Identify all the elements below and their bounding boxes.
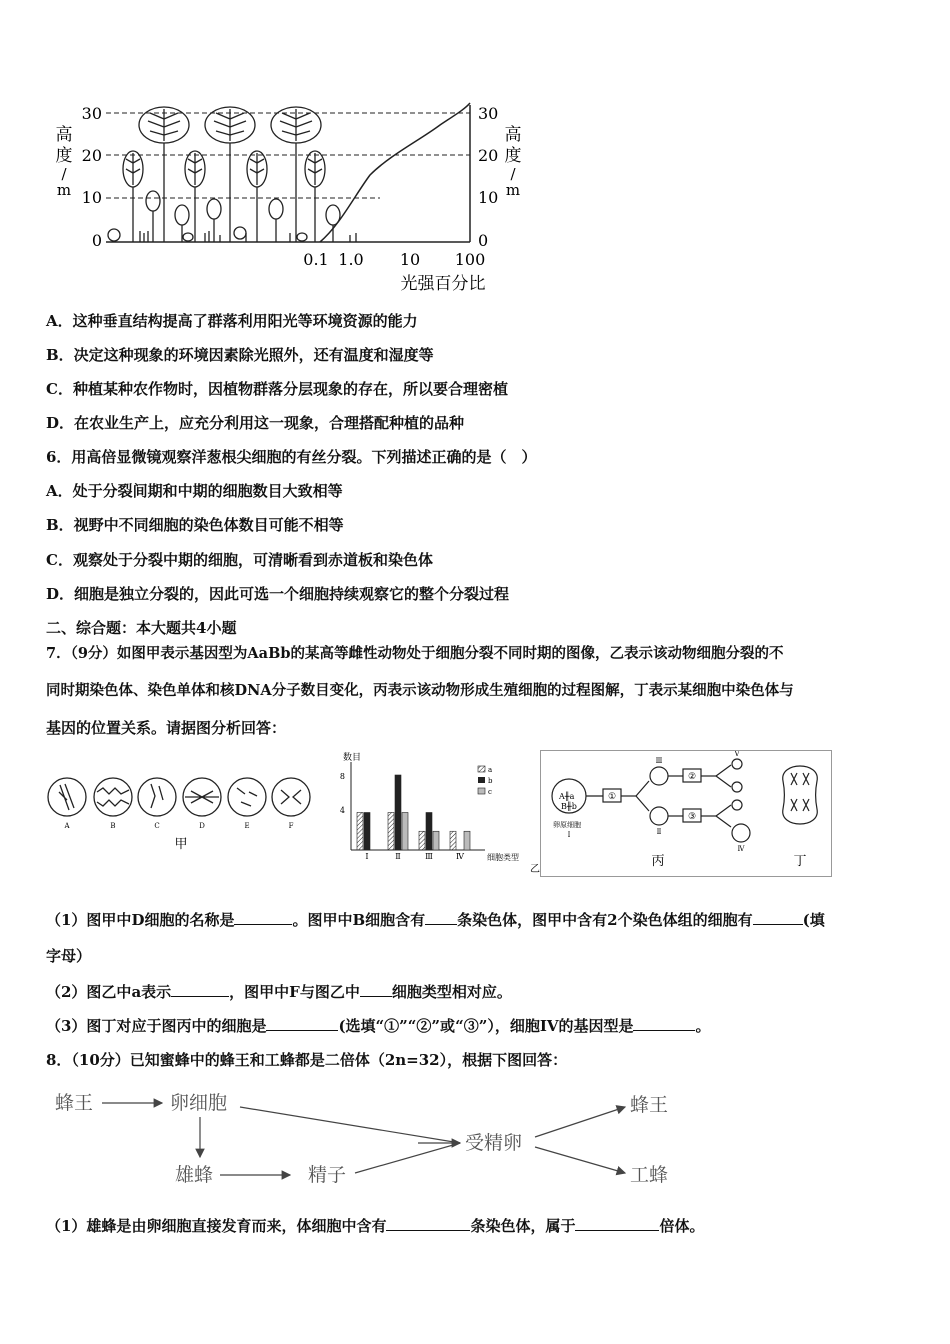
section-2-heading: 二、综合题：本大题共4小题 xyxy=(46,619,237,637)
q7-stem-line-3: 基因的位置关系。请据图分析回答： xyxy=(46,719,287,737)
light-intensity-curve xyxy=(320,103,470,242)
q7-sub1-text-b: 。图甲中B细胞含有 xyxy=(292,911,426,929)
bing-step-3: ③ xyxy=(687,812,697,822)
q7-sub3-text-a: （3）图丁对应于图丙中的细胞是 xyxy=(46,1017,267,1035)
yi-legend-swatch-a xyxy=(478,766,485,772)
right-tick-0: 0 xyxy=(478,231,489,250)
yi-legend-c: c xyxy=(488,788,492,796)
jia-cell-label-e: E xyxy=(244,822,250,830)
q5-option-c: C．种植某种农作物时，因植物群落分层现象的存在，所以要合理密植 xyxy=(46,380,508,398)
bing-genotype-b: B╫b xyxy=(561,802,577,811)
q7-sub1-blank-3[interactable] xyxy=(753,910,803,925)
yi-bar-a-3 xyxy=(419,831,425,850)
q8-stem: 8．（10分）已知蜜蜂中的蜂王和工蜂都是二倍体（2n=32），根据下图回答： xyxy=(46,1051,568,1069)
yi-category-label-2: Ⅱ xyxy=(395,852,401,861)
q6-option-b: B．视野中不同细胞的染色体数目可能不相等 xyxy=(46,516,344,534)
q7-sub1-text-c: 条染色体，图甲中含有2个染色体组的细胞有 xyxy=(457,911,753,929)
yi-category-label-3: Ⅲ xyxy=(425,852,433,861)
q8-sub1-text-b: 条染色体，属于 xyxy=(470,1217,576,1235)
bing-stage-1: Ⅰ xyxy=(567,831,571,839)
q6-stem: 6．用高倍显微镜观察洋葱根尖细胞的有丝分裂。下列描述正确的是（ ） xyxy=(46,448,537,466)
yi-legend-b: b xyxy=(488,777,493,785)
q7-sub2-text-c: 细胞类型相对应。 xyxy=(391,983,512,1001)
q7-sub3-text-c: 。 xyxy=(695,1017,711,1035)
q5-option-d: D．在农业生产上，应充分利用这一现象，合理搭配种植的品种 xyxy=(46,414,465,432)
right-axis-title-4: m xyxy=(505,181,521,199)
q7-sub3-text-b: (选填“①”“②”或“③”），细胞IV的基因型是 xyxy=(338,1017,634,1035)
vegetation-light-figure xyxy=(50,95,530,300)
bing-stage-2: Ⅱ xyxy=(656,828,662,836)
q7-sub1-text-a: （1）图甲中D细胞的名称是 xyxy=(46,911,235,929)
bing-stage-4: Ⅳ xyxy=(737,845,745,853)
figure-yi-svg xyxy=(335,750,540,875)
q8-sub1-blank-2[interactable] xyxy=(575,1216,659,1231)
q8-sub1-text-c: 倍体。 xyxy=(659,1217,705,1235)
left-tick-30: 30 xyxy=(81,104,102,123)
yi-bar-c-3 xyxy=(433,831,439,850)
yi-xlabels xyxy=(365,852,465,861)
yi-bar-b-2 xyxy=(395,775,401,850)
x-tick-1.0: 1.0 xyxy=(338,250,364,269)
left-tick-10: 10 xyxy=(81,188,102,207)
yi-ylabel: 数目 xyxy=(343,753,362,763)
q5-option-b: B．决定这种现象的环境因素除光照外，还有温度和湿度等 xyxy=(46,346,434,364)
q7-sub3-line xyxy=(46,1016,711,1036)
q8-sub1-text-a: （1）雄蜂是由卵细胞直接发育而来，体细胞中含有 xyxy=(46,1217,387,1235)
yi-xlabel: 细胞类型 xyxy=(487,853,519,862)
yi-bar-b-3 xyxy=(426,813,432,851)
x-tick-10: 10 xyxy=(399,250,421,269)
figure-jia-svg xyxy=(45,770,315,855)
yi-caption: 乙 xyxy=(530,864,540,875)
jia-cell-label-f: F xyxy=(288,822,294,830)
q7-sub1-blank-1[interactable] xyxy=(234,910,292,925)
yi-bar-a-4 xyxy=(450,831,456,850)
bing-step-2: ② xyxy=(687,772,697,782)
bing-stage-5: Ⅴ xyxy=(734,751,740,758)
right-axis-title-2: 度 xyxy=(504,146,522,166)
bing-diagram xyxy=(552,759,817,842)
bing-caption: 丙 xyxy=(651,854,665,869)
q6-option-c: C．观察处于分裂中期的细胞，可清晰看到赤道板和染色体 xyxy=(46,551,433,569)
jia-cell-label-b: B xyxy=(110,822,116,830)
q8-sub1-line xyxy=(46,1216,704,1236)
x-tick-0.1: 0.1 xyxy=(303,250,329,269)
yi-ytick-8: 8 xyxy=(339,772,345,781)
yi-bar-a-1 xyxy=(357,813,363,851)
ding-caption: 丁 xyxy=(793,854,807,869)
right-tick-30: 30 xyxy=(478,104,499,123)
bee-worker: 工蜂 xyxy=(630,1164,669,1186)
bing-genotype-a: A╫a xyxy=(559,792,575,801)
bee-queen-left: 蜂王 xyxy=(55,1092,94,1114)
left-tick-20: 20 xyxy=(81,146,102,165)
figure-yi xyxy=(335,750,540,875)
yi-bars xyxy=(357,775,470,850)
bee-drone: 雄蜂 xyxy=(175,1164,214,1186)
yi-ytick-4: 4 xyxy=(339,806,345,815)
bee-sperm: 精子 xyxy=(308,1164,347,1186)
left-axis-title-1: 高 xyxy=(55,125,73,145)
bing-cell-label: 卵原细胞 xyxy=(553,821,581,829)
vegetation-light-svg xyxy=(50,95,530,300)
yi-bar-c-2 xyxy=(402,813,408,851)
q8-sub1-blank-1[interactable] xyxy=(386,1216,470,1231)
q7-sub1-text-d: (填 xyxy=(802,911,825,929)
q7-sub1-line xyxy=(46,910,825,930)
yi-legend-a: a xyxy=(488,766,493,774)
plant-layers xyxy=(108,107,356,242)
q7-sub2-blank-1[interactable] xyxy=(171,982,229,997)
jia-cells xyxy=(48,778,310,816)
q6-option-a: A．处于分裂间期和中期的细胞数目大致相等 xyxy=(46,482,343,500)
yi-legend-swatch-c xyxy=(478,788,485,794)
bee-zygote: 受精卵 xyxy=(465,1132,523,1154)
q7-sub1-blank-2[interactable] xyxy=(425,910,457,925)
left-tick-0: 0 xyxy=(91,231,102,250)
bee-egg: 卵细胞 xyxy=(170,1092,228,1114)
figure-jia xyxy=(45,770,315,855)
bing-stage-3: Ⅲ xyxy=(655,757,663,765)
jia-cell-label-d: D xyxy=(199,822,205,830)
x-axis-label: 光强百分比 xyxy=(400,274,486,294)
q7-sub2-line xyxy=(46,982,512,1002)
left-axis-title-4: m xyxy=(56,181,72,199)
yi-bar-b-1 xyxy=(364,813,370,851)
yi-bar-a-2 xyxy=(388,813,394,851)
bee-queen-right: 蜂王 xyxy=(630,1094,669,1116)
right-tick-20: 20 xyxy=(478,146,499,165)
yi-legend-swatch-b xyxy=(478,777,485,783)
jia-cell-label-c: C xyxy=(154,822,160,830)
q5-option-a: A．这种垂直结构提高了群落利用阳光等环境资源的能力 xyxy=(46,312,418,330)
bee-diagram-svg xyxy=(50,1085,690,1195)
q7-stem-line-1: 7．（9分）如图甲表示基因型为AaBb的某高等雌性动物处于细胞分裂不同时期的图像，乙表示该动物细胞分裂的不 xyxy=(46,645,784,662)
x-tick-100: 100 xyxy=(454,250,486,269)
right-axis-title-3: / xyxy=(510,165,516,183)
bee-diagram xyxy=(50,1085,690,1195)
q7-sub1-cont: 字母） xyxy=(46,947,92,965)
right-tick-10: 10 xyxy=(478,188,499,207)
q6-option-d: D．细胞是独立分裂的，因此可选一个细胞持续观察它的整个分裂过程 xyxy=(46,585,510,603)
q7-stem-line-2: 同时期染色体、染色单体和核DNA分子数目变化，丙表示该动物形成生殖细胞的过程图解，丁表示某细胞中染色体与 xyxy=(46,682,794,699)
yi-category-label-4: Ⅳ xyxy=(456,852,464,861)
bing-step-1: ① xyxy=(607,792,617,802)
figure-bing-ding xyxy=(540,750,832,877)
jia-caption: 甲 xyxy=(174,837,188,852)
left-axis-title-3: / xyxy=(61,165,67,183)
figure-bing-svg xyxy=(541,751,831,876)
q7-sub3-blank-2[interactable] xyxy=(633,1016,695,1031)
q7-sub2-text-b: ，图甲中F与图乙中 xyxy=(229,983,360,1001)
yi-category-label-1: Ⅰ xyxy=(365,852,369,861)
right-axis-title-1: 高 xyxy=(504,125,522,145)
yi-bar-c-4 xyxy=(464,831,470,850)
left-axis-title-2: 度 xyxy=(55,146,73,166)
jia-cell-label-a: A xyxy=(64,822,70,830)
q7-sub2-blank-2[interactable] xyxy=(360,982,392,997)
q7-sub3-blank-1[interactable] xyxy=(266,1016,338,1031)
q7-sub2-text-a: （2）图乙中a表示 xyxy=(46,983,172,1001)
